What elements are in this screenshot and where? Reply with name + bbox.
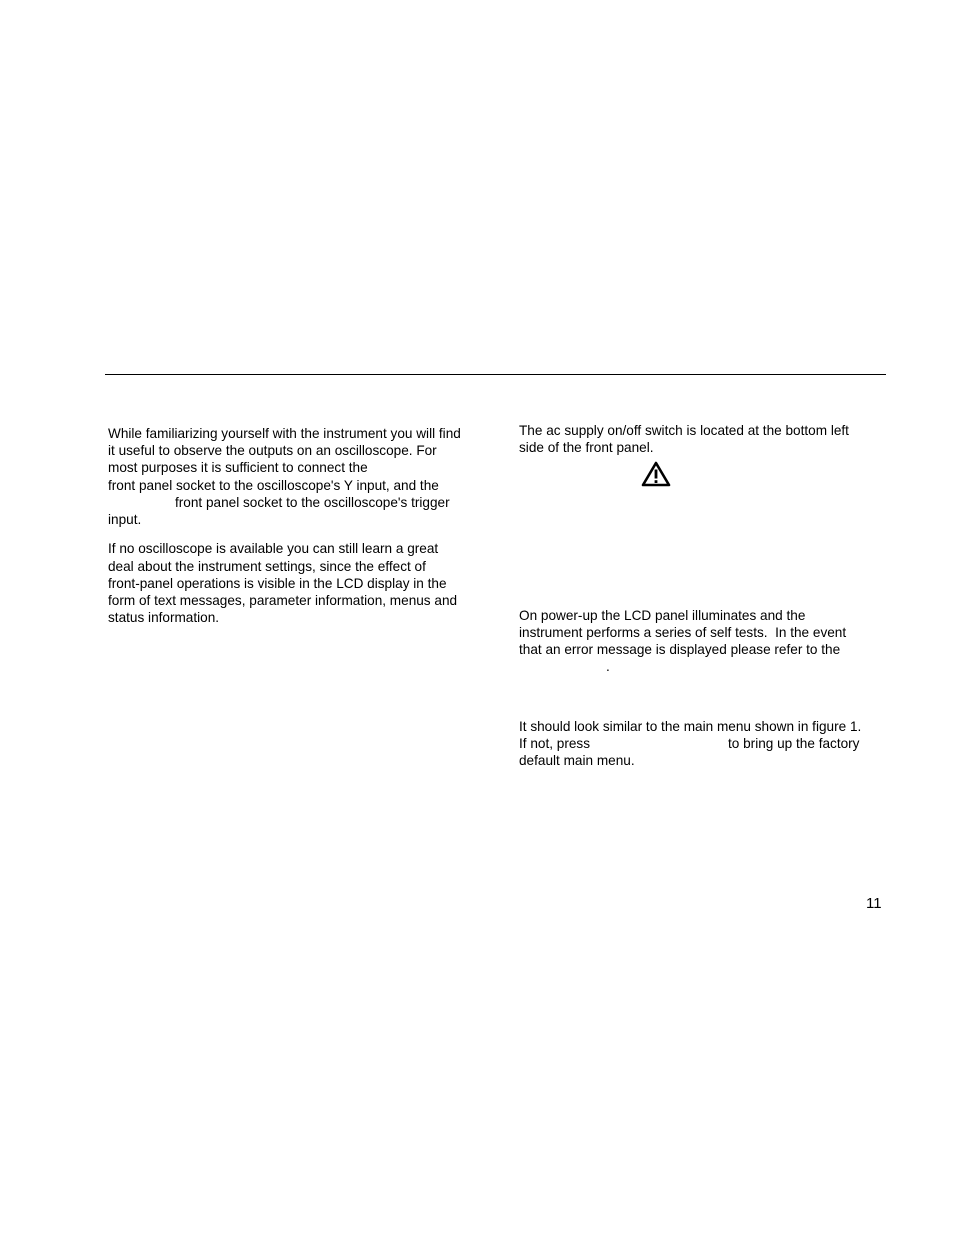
text-line: The ac supply on/off switch is located at the bottom left: [519, 423, 849, 438]
text-line: front panel socket to the oscilloscope's Y input, and the: [108, 478, 439, 493]
text-line: most purposes it is sufficient to connect the: [108, 460, 368, 475]
text-line: that an error message is displayed please refer to the: [519, 642, 841, 657]
text-line: If not, press: [519, 736, 591, 751]
text-line: to bring up the factory: [728, 736, 860, 751]
text-line: instrument performs a series of self tests. In the event: [519, 625, 847, 640]
section-divider: [105, 374, 886, 375]
text-line: default main menu.: [519, 753, 635, 768]
text-line: It should look similar to the main menu shown in figure 1.: [519, 719, 862, 734]
warning-triangle-icon: [641, 461, 671, 487]
text-line: On power-up the LCD panel illuminates and the: [519, 608, 806, 623]
text-line: input.: [108, 512, 142, 527]
text-line: .: [606, 659, 610, 674]
text-line: side of the front panel.: [519, 440, 654, 455]
text-line: deal about the instrument settings, since the effect of: [108, 559, 426, 574]
text-line: front-panel operations is visible in the LCD display in the: [108, 576, 447, 591]
text-line: it useful to observe the outputs on an oscilloscope. For: [108, 443, 437, 458]
page-number: 11: [866, 895, 882, 912]
text-line: front panel socket to the oscilloscope's trigger: [175, 495, 450, 510]
text-line: If no oscilloscope is available you can still learn a great: [108, 541, 439, 556]
text-line: status information.: [108, 610, 220, 625]
text-line: form of text messages, parameter information, menus and: [108, 593, 458, 608]
text-line: While familiarizing yourself with the instrument you will find: [108, 426, 461, 441]
